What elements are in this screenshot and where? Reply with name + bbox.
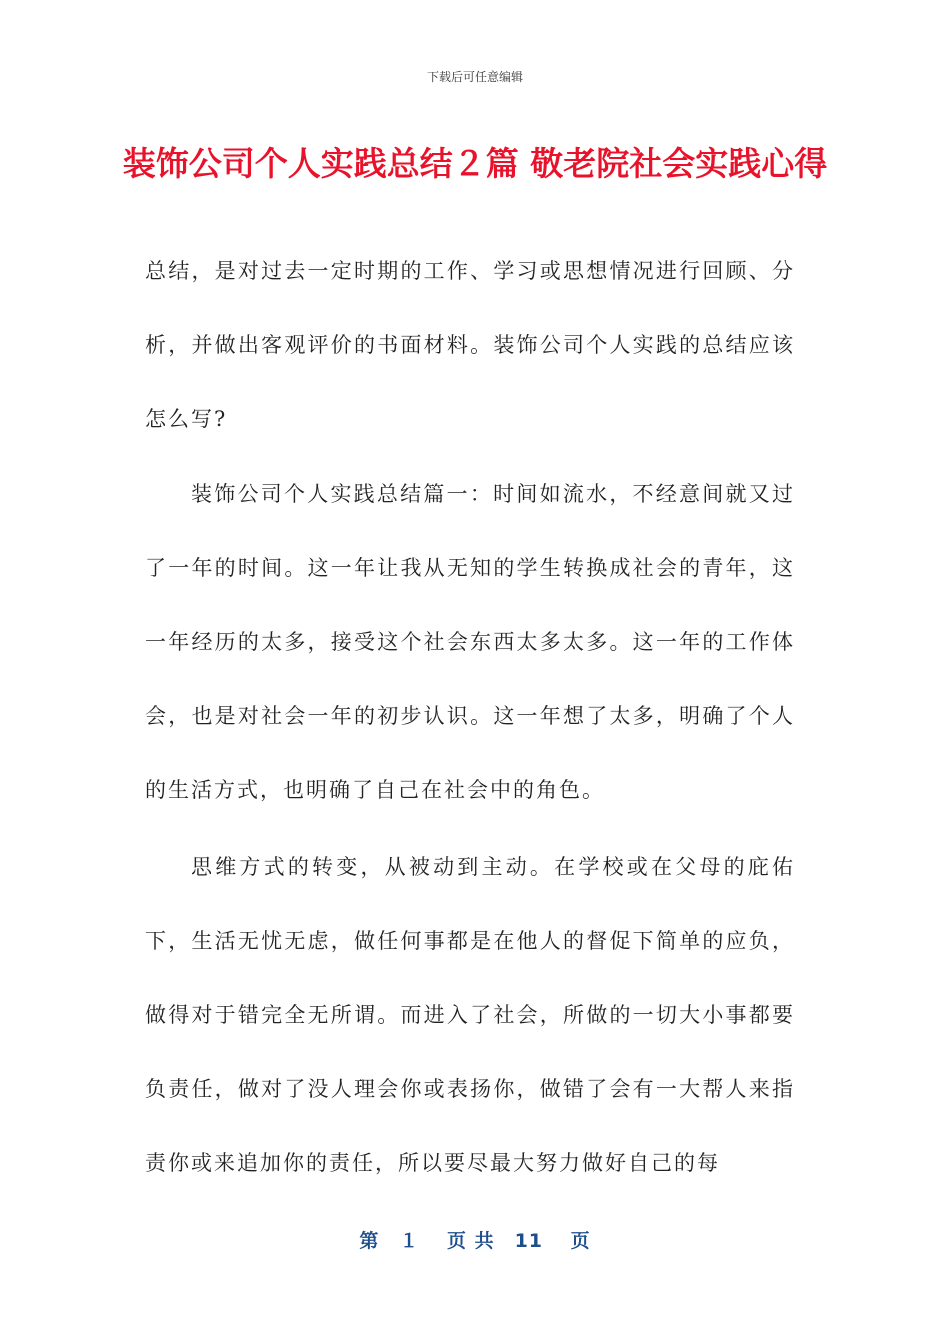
paragraph-summary-one: 装饰公司个人实践总结篇一：时间如流水，不经意间就又过了一年的时间。这一年让我从无知的学生转换成社会的青年，这一年经历的太多，接受这个社会东西太多太多。这一年的工作体会，也是对社会一年的初步认识。这一年想了太多，明确了个人的生活方式，也明确了自己在社会中的角色。 (145, 482, 795, 802)
paragraph-intro: 总结，是对过去一定时期的工作、学习或思想情况进行回顾、分析，并做出客观评价的书面材料。装饰公司个人实践的总结应该怎么写? (145, 259, 795, 431)
page-number-label: 第 １ 页 共 11 页 (359, 1230, 591, 1252)
page-number-footer (0, 1226, 950, 1253)
paragraph-thinking-change: 思维方式的转变，从被动到主动。在学校或在父母的庇佑下，生活无忧无虑，做任何事都是在他人的督促下简单的应负，做得对于错完全无所谓。而进入了社会，所做的一切大小事都要负责任，做对了没人理会你或表扬你，做错了会有一大帮人来指责你或来追加你的责任，所以要尽最大努力做好自己的每 (145, 855, 795, 1175)
document-title: 装饰公司个人实践总结２篇 敬老院社会实践心得 (122, 144, 828, 183)
header-note: 下载后可任意编辑 (426, 70, 523, 84)
